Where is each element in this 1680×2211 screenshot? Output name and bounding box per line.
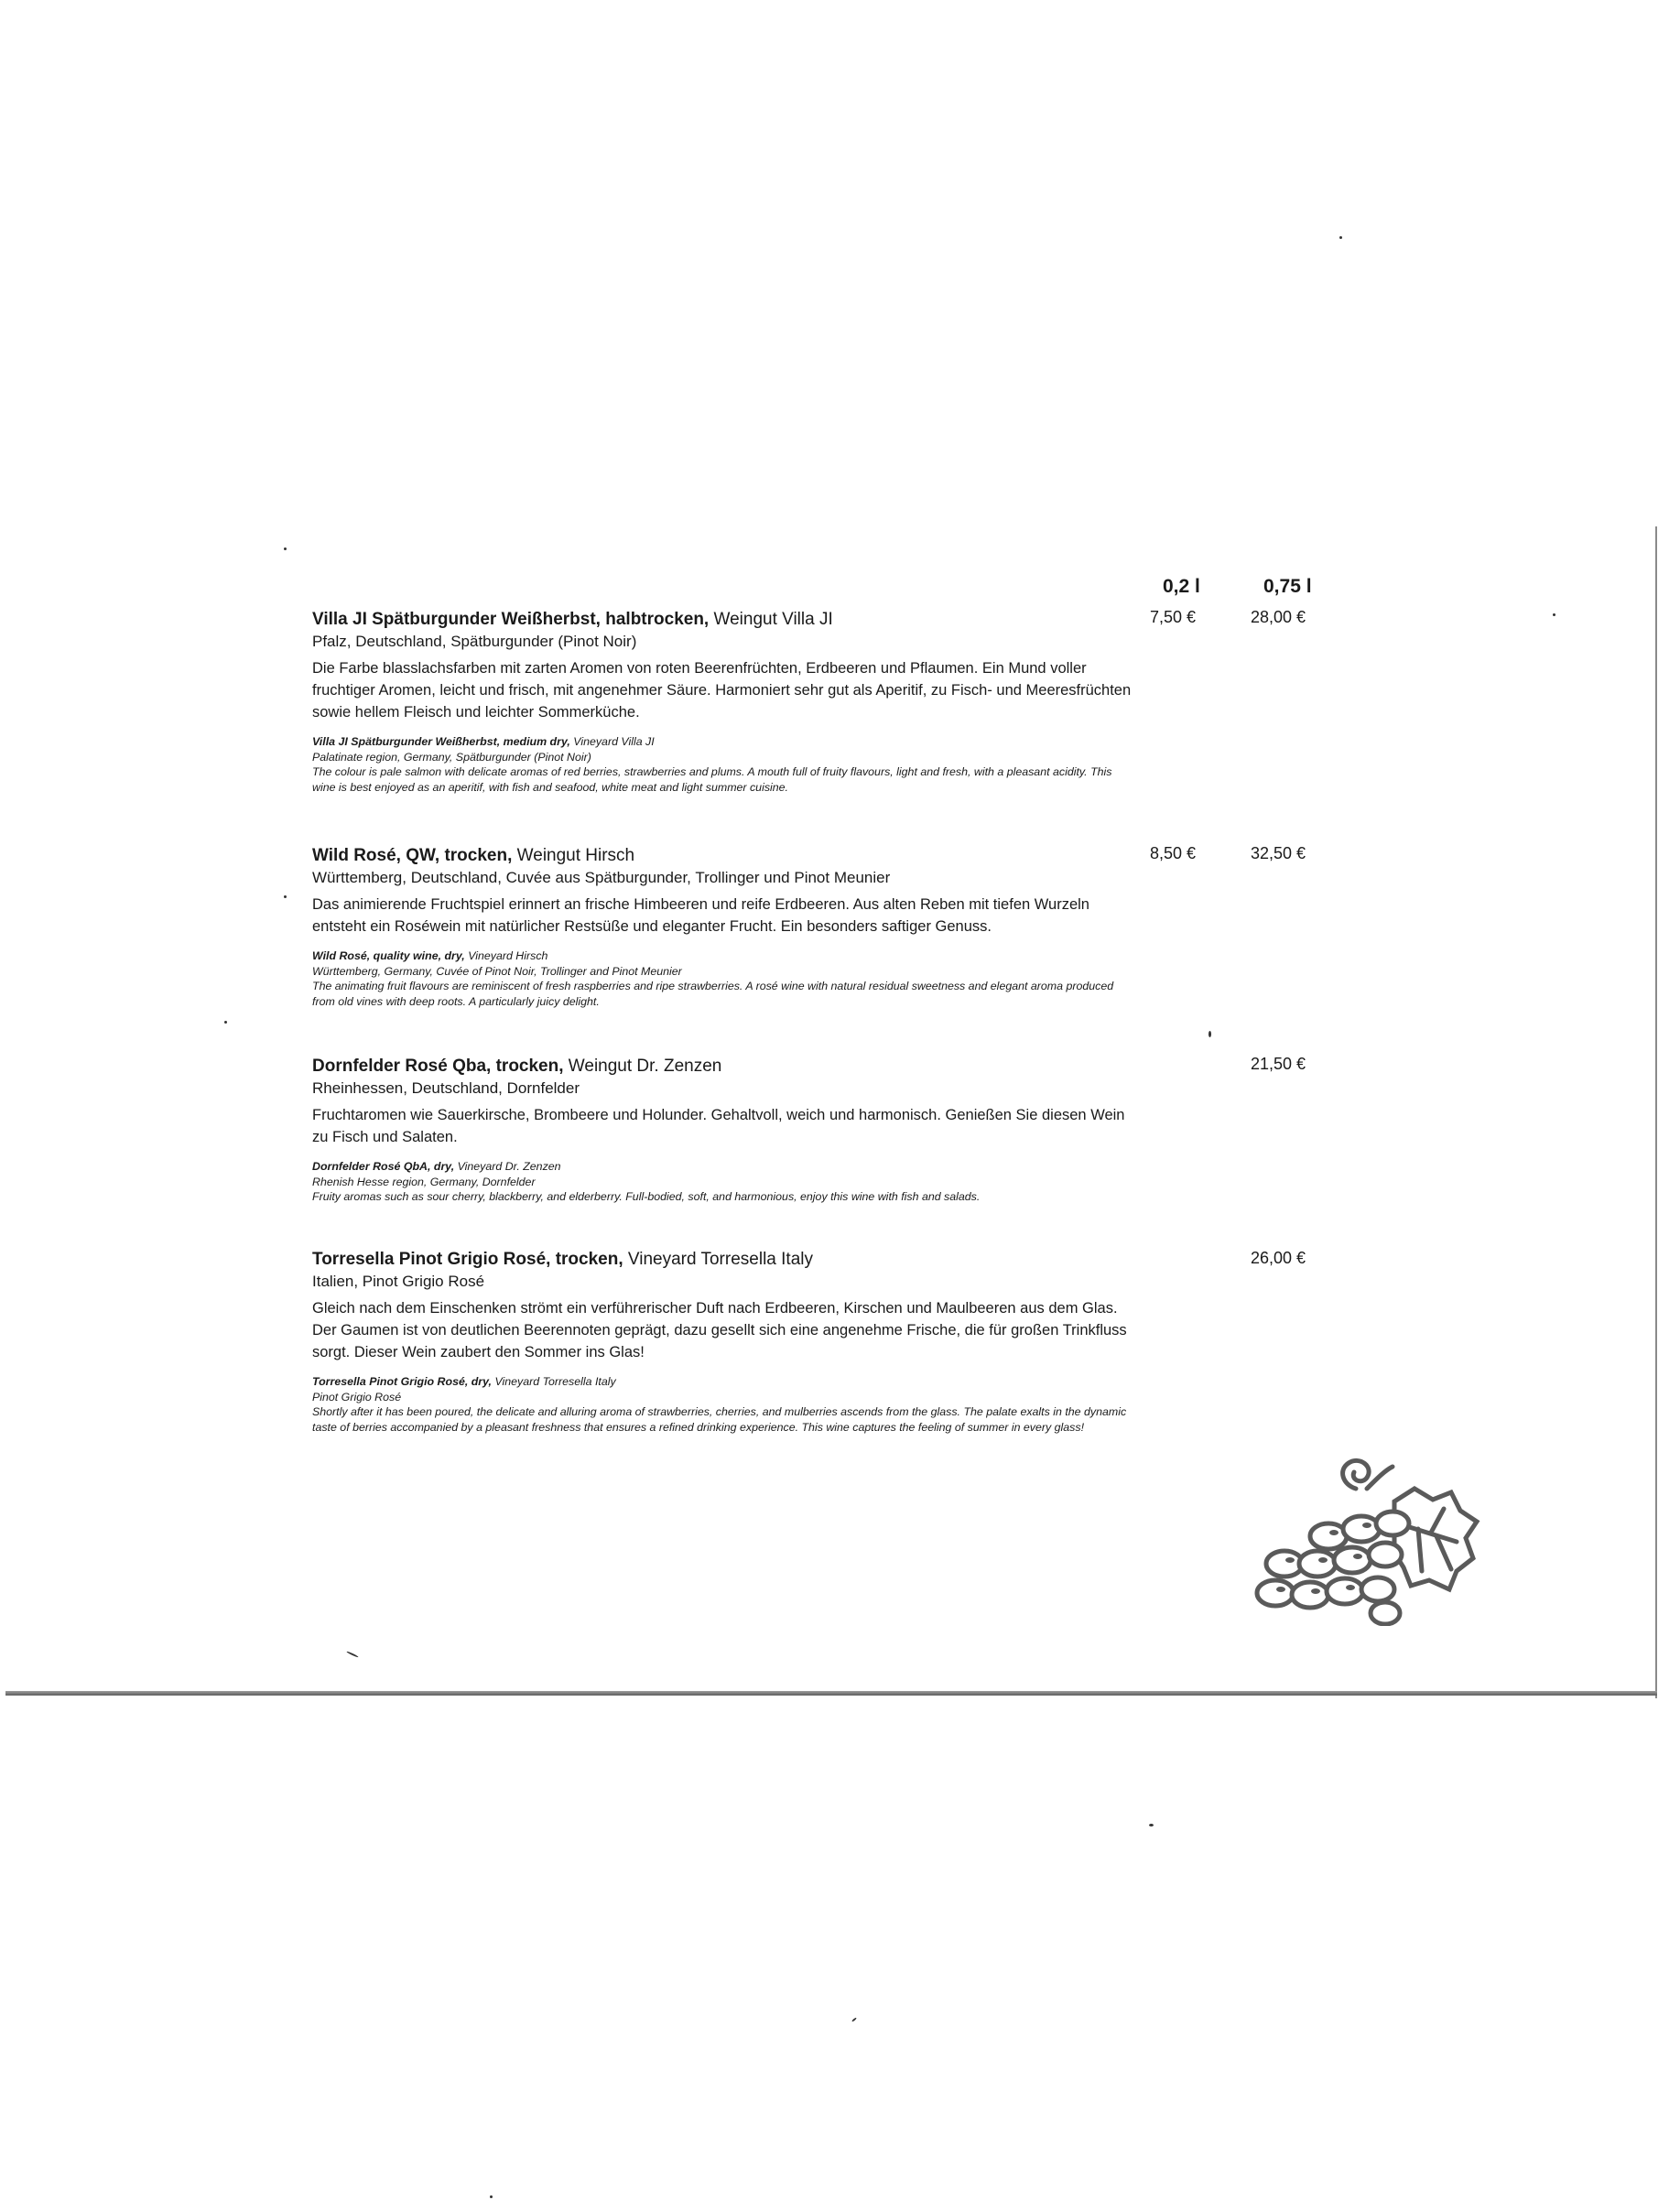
price-small: 7,50 € bbox=[1150, 608, 1197, 626]
price-large: 28,00 € bbox=[1251, 608, 1306, 626]
scan-speck bbox=[284, 895, 287, 898]
wine-origin: Württemberg, Deutschland, Cuvée aus Spätburgunder, Trollinger und Pinot Meunier bbox=[312, 869, 891, 886]
english-producer: Vineyard Hirsch bbox=[468, 949, 548, 962]
wine-title bbox=[312, 845, 1132, 867]
wine-description: Fruchtaromen wie Sauerkirsche, Brombeere und Holunder. Gehaltvoll, weich und harmonisch. Genießen Sie diesen Wein zu Fisch und Salaten. bbox=[312, 1107, 1125, 1145]
scan-speck bbox=[224, 1021, 227, 1024]
price-large: 26,00 € bbox=[1251, 1249, 1306, 1267]
price-small: 8,50 € bbox=[1150, 844, 1197, 862]
english-producer: Vineyard Dr. Zenzen bbox=[457, 1160, 561, 1173]
english-wine-name: Dornfelder Rosé QbA, dry, bbox=[312, 1160, 455, 1173]
wine-origin: Rheinhessen, Deutschland, Dornfelder bbox=[312, 1079, 580, 1097]
grape-cluster-icon bbox=[1248, 1434, 1486, 1626]
scan-speck bbox=[1149, 1824, 1154, 1826]
english-translation bbox=[312, 734, 1132, 795]
wine-description: Gleich nach dem Einschenken strömt ein verführerischer Duft nach Erdbeeren, Kirschen und Maulbeeren aus dem Glas. Der Gaumen ist von deutlichen Beerennoten geprägt, dazu gesellt sich eine angenehme Frische, die für großen Trinkfluss sorgt. Dieser Wein zaubert den Sommer ins Glas! bbox=[312, 1300, 1127, 1360]
english-origin: Rhenish Hesse region, Germany, Dornfelder bbox=[312, 1175, 536, 1188]
price-large: 32,50 € bbox=[1251, 844, 1306, 862]
wine-entry-dornfelder bbox=[312, 1056, 1132, 1205]
scan-speck bbox=[490, 2195, 493, 2198]
wine-origin: Italien, Pinot Grigio Rosé bbox=[312, 1273, 485, 1290]
english-description: The colour is pale salmon with delicate aromas of red berries, strawberries and plums. A mouth full of fruity flavours, light and fresh, with a pleasant acidity. This wine is best enjoyed as an aperitif, with fish and seafood, white meat and light summer cuisine. bbox=[312, 765, 1112, 794]
wine-producer: Weingut Hirsch bbox=[516, 846, 635, 865]
wine-producer: Weingut Villa JI bbox=[713, 610, 833, 629]
wine-name: Wild Rosé, QW, trocken, bbox=[312, 846, 513, 865]
wine-title bbox=[312, 1249, 1132, 1271]
price-header-small: 0,2 l bbox=[1163, 576, 1200, 597]
wine-description: Das animierende Fruchtspiel erinnert an frische Himbeeren und reife Erdbeeren. Aus alten Reben mit tiefen Wurzeln entsteht ein Roséwein mit natürlicher Restsüße und eleganter Frucht. Ein besonders saftiger Genuss. bbox=[312, 896, 1089, 935]
english-producer: Vineyard Torresella Italy bbox=[494, 1375, 616, 1388]
scan-speck bbox=[346, 1651, 359, 1658]
wine-entry-villa-ji bbox=[312, 609, 1132, 795]
english-description: Fruity aromas such as sour cherry, blackberry, and elderberry. Full-bodied, soft, and harmonious, enjoy this wine with fish and salads. bbox=[312, 1190, 981, 1203]
wine-entry-wild-rose bbox=[312, 845, 1132, 1009]
english-description: Shortly after it has been poured, the delicate and alluring aroma of strawberries, cherries, and mulberries ascends from the glass. The palate exalts in the dynamic taste of berries accompanied by a pleasant freshness that ensures a refined drinking experience. This wine captures the feeling of summer in every glass! bbox=[312, 1405, 1127, 1434]
page-edge-bottom bbox=[5, 1691, 1657, 1696]
english-origin: Pinot Grigio Rosé bbox=[312, 1390, 402, 1404]
english-translation bbox=[312, 948, 1132, 1009]
wine-title bbox=[312, 609, 1132, 631]
wine-origin: Pfalz, Deutschland, Spätburgunder (Pinot Noir) bbox=[312, 633, 637, 650]
english-translation bbox=[312, 1374, 1132, 1435]
price-large: 21,50 € bbox=[1251, 1055, 1306, 1073]
wine-name: Torresella Pinot Grigio Rosé, trocken, bbox=[312, 1250, 623, 1269]
wine-producer: Weingut Dr. Zenzen bbox=[568, 1057, 722, 1076]
price-header-large: 0,75 l bbox=[1263, 576, 1312, 597]
english-description: The animating fruit flavours are reminiscent of fresh raspberries and ripe strawberries. A rosé wine with natural residual sweetness and elegant aroma produced from old vines with deep roots. A particularly juicy delight. bbox=[312, 980, 1114, 1008]
scan-speck bbox=[1339, 236, 1342, 239]
scan-speck bbox=[851, 2017, 857, 2021]
english-wine-name: Villa JI Spätburgunder Weißherbst, medium dry, bbox=[312, 735, 570, 748]
wine-name: Dornfelder Rosé Qba, trocken, bbox=[312, 1057, 564, 1076]
english-wine-name: Torresella Pinot Grigio Rosé, dry, bbox=[312, 1375, 492, 1388]
english-origin: Palatinate region, Germany, Spätburgunder (Pinot Noir) bbox=[312, 750, 591, 764]
wine-title bbox=[312, 1056, 1132, 1078]
wine-producer: Vineyard Torresella Italy bbox=[627, 1250, 813, 1269]
wine-description: Die Farbe blasslachsfarben mit zarten Aromen von roten Beerenfrüchten, Erdbeeren und Pflaumen. Ein Mund voller fruchtiger Aromen, leicht und frisch, mit angenehmer Säure. Harmoniert sehr gut als Aperitif, zu Fisch- und Meeresfrüchten sowie hellem Fleisch und leichter Sommerküche. bbox=[312, 660, 1132, 721]
english-producer: Vineyard Villa JI bbox=[573, 735, 655, 748]
wine-entry-torresella bbox=[312, 1249, 1132, 1435]
scan-speck bbox=[284, 547, 287, 550]
scan-speck bbox=[1553, 613, 1555, 616]
english-translation bbox=[312, 1159, 1132, 1205]
wine-name: Villa JI Spätburgunder Weißherbst, halbtrocken, bbox=[312, 610, 710, 629]
english-wine-name: Wild Rosé, quality wine, dry, bbox=[312, 949, 465, 962]
scan-speck bbox=[1209, 1031, 1211, 1037]
english-origin: Württemberg, Germany, Cuvée of Pinot Noir, Trollinger and Pinot Meunier bbox=[312, 964, 682, 978]
page-edge-right bbox=[1655, 526, 1657, 1698]
